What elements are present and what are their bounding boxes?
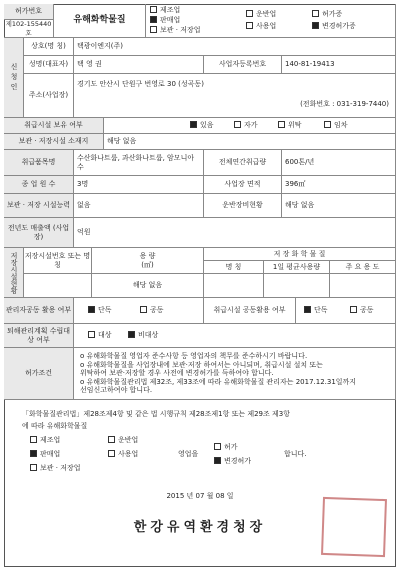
name-label: 상호(명 칭) (24, 38, 74, 56)
type-label: 보관 · 저장업 (160, 26, 201, 34)
condition-item: o 유해화학물질관리법 제32조, 제33조에 따라 유해화학물질 관리자는 2017.12.31일까지 (80, 378, 357, 386)
joint-option-shared[interactable] (140, 306, 164, 315)
checkbox-icon (234, 121, 241, 128)
option-label: 자가 (244, 121, 258, 129)
facility-share-options (296, 298, 396, 324)
checkbox-icon (30, 436, 37, 443)
rep-label: 성명(대표자) (24, 56, 74, 74)
checkbox-checked-icon (312, 22, 319, 29)
table-cell (204, 274, 264, 298)
checkbox-icon (140, 306, 147, 313)
option-label: 있음 (200, 121, 214, 129)
issuer-name: 한강유역환경청장 (133, 520, 267, 535)
col-substance: 저 장 화 학 물 질 (204, 248, 396, 261)
transport-value: 해당 없음 (282, 194, 396, 218)
addr-cell (74, 74, 396, 118)
area-value: 396㎡ (282, 176, 396, 194)
product-label: 취급품목명 (4, 150, 74, 176)
option-label: 공동 (360, 306, 374, 314)
doc-title: 유해화학물질 (54, 4, 146, 38)
type-label: 제조업 (160, 6, 181, 14)
col-facility: 저장시설번호 또는 명칭 (24, 248, 92, 274)
condition-item: o 유해화학물질을 사업장내에 보관·저장 하여서는 아니되며, 취급시설 설치 또는 (80, 361, 323, 369)
table-cell (264, 274, 330, 298)
facility-share-label: 취급시설 공동활용 여부 (204, 298, 296, 324)
permit-no-label: 허가번호 (4, 4, 54, 20)
conditions-list (74, 348, 396, 400)
facility-label: 취급시설 보유 여부 (4, 118, 104, 134)
type-label: 판매업 (160, 16, 181, 24)
type-storage[interactable] (150, 26, 201, 35)
condition-item: 위탁하여 보관·저장할 경우 사전에 변경허가를 득하여야 합니다. (80, 369, 274, 377)
storage-table-label: 저장시설현황 (4, 248, 24, 298)
checkbox-checked-icon (150, 16, 157, 23)
capacity-value: 없음 (74, 194, 204, 218)
checkbox-icon (30, 464, 37, 471)
address: 경기도 안산시 단원구 번영로 30 (성곡동) (77, 80, 204, 88)
facility-option-consign[interactable] (278, 121, 302, 130)
col-capacity-unit: (㎥) (141, 260, 154, 269)
footer-option-manufacture[interactable] (30, 436, 60, 445)
footer-option-use[interactable] (108, 450, 138, 459)
type-manufacture[interactable] (150, 6, 180, 15)
option-label: 제조업 (40, 436, 61, 444)
type-sales[interactable] (150, 16, 180, 25)
storage-location-label: 보관 · 저장시설 소재지 (4, 134, 104, 150)
facility-option-self[interactable] (234, 121, 258, 130)
area-label: 사업장 면적 (204, 176, 282, 194)
law-line-1: 「화학물질관리법」제28조제4항 및 같은 법 시행규칙 제28조제1항 또는 제29조 제3항 (22, 410, 290, 418)
joint-mgmt-label: 관리자공동 활용 여부 (4, 298, 74, 324)
annual-amount: 600톤/년 (282, 150, 396, 176)
facility-option-lease[interactable] (324, 121, 348, 130)
staff-label: 종 업 원 수 (4, 176, 74, 194)
footer-option-permit[interactable] (214, 443, 238, 452)
checkbox-checked-icon (128, 331, 135, 338)
type-transport[interactable] (246, 10, 276, 19)
option-label: 대상 (98, 331, 112, 339)
condition-item: o 유해화학물질 영업자 준수사항 등 영업자의 책무를 준수하시기 바랍니다. (80, 352, 308, 360)
joint-option-single[interactable] (88, 306, 112, 315)
type-label: 사용업 (256, 22, 277, 30)
option-label: 허가 (224, 443, 238, 451)
checkbox-checked-icon (304, 306, 311, 313)
col-capacity (92, 248, 204, 274)
company-name: 택광이엔지(주) (74, 38, 396, 56)
condition-item: 선임신고하여야 합니다. (80, 386, 153, 394)
table-cell (330, 274, 396, 298)
applicant-section-label: 신청인 (4, 38, 24, 118)
option-label: 운반업 (118, 436, 139, 444)
checkbox-checked-icon (30, 450, 37, 457)
checkbox-checked-icon (214, 457, 221, 464)
storage-table-value: 해당 없음 (92, 274, 204, 298)
checkbox-icon (214, 443, 221, 450)
checkbox-icon (108, 436, 115, 443)
plan-options (74, 324, 396, 348)
option-label: 단독 (314, 306, 328, 314)
checkbox-icon (246, 10, 253, 17)
plan-label: 퇴해관리계획 수립대상 여부 (4, 324, 74, 348)
checkbox-icon (278, 121, 285, 128)
sales-label: 전년도 매출액 (사업장) (4, 218, 74, 248)
footer-option-transport[interactable] (108, 436, 138, 445)
option-label: 위탁 (288, 121, 302, 129)
checkbox-icon (150, 26, 157, 33)
footer-option-change-permit[interactable] (214, 457, 251, 466)
phone: (전화번호 : 031-319-7440) (300, 100, 389, 108)
plan-option-target[interactable] (88, 331, 112, 340)
transport-label: 운반장비현황 (204, 194, 282, 218)
business-word: 영업을 (178, 450, 199, 458)
type-label: 변경허가증 (322, 22, 356, 30)
option-label: 보관 · 저장업 (40, 464, 81, 472)
facility-share-shared[interactable] (350, 306, 374, 315)
col-sub-avg: 1일 평균사용량 (264, 261, 330, 274)
permit-no: 제102-155440호 (4, 20, 54, 38)
checkbox-icon (312, 10, 319, 17)
facility-option-owned[interactable] (190, 121, 214, 130)
bizno-label: 사업자등록번호 (204, 56, 282, 74)
col-capacity-label: 용 량 (139, 251, 156, 260)
bizno: 140-81-19413 (282, 56, 396, 74)
type-label: 운반업 (256, 10, 277, 18)
type-permit[interactable] (312, 10, 342, 19)
joint-mgmt-options (74, 298, 204, 324)
checkbox-icon (350, 306, 357, 313)
rep-name: 택 영 권 (74, 56, 204, 74)
law-line-2: 에 따라 유해화학물질 (22, 422, 88, 430)
closing-word: 합니다. (284, 450, 307, 458)
annual-label: 전체연간취급량 (204, 150, 282, 176)
facility-options (104, 118, 396, 134)
option-label: 임차 (334, 121, 348, 129)
table-row (24, 274, 92, 298)
plan-option-nontarget[interactable] (128, 331, 158, 340)
storage-location: 해당 없음 (104, 134, 396, 150)
footer-option-sales[interactable] (30, 450, 60, 459)
addr-label: 주소(사업장) (24, 74, 74, 118)
checkbox-icon (108, 450, 115, 457)
option-label: 공동 (150, 306, 164, 314)
issue-date: 2015 년 07 월 08 일 (166, 492, 234, 500)
checkbox-icon (150, 6, 157, 13)
option-label: 사용업 (118, 450, 139, 458)
checkbox-icon (88, 331, 95, 338)
product-list: 수산화나트륨, 과산화나트륨, 암모니아수 (74, 150, 204, 176)
checkbox-icon (246, 22, 253, 29)
capacity-label: 보관 · 저장 시설능력 (4, 194, 74, 218)
option-label: 판매업 (40, 450, 61, 458)
official-seal-stamp (321, 497, 387, 557)
col-sub-name: 명 칭 (204, 261, 264, 274)
checkbox-checked-icon (190, 121, 197, 128)
option-label: 변경허가 (224, 457, 252, 465)
footer-option-storage[interactable] (30, 464, 81, 473)
type-label: 허가증 (322, 10, 343, 18)
facility-share-single[interactable] (304, 306, 328, 315)
option-label: 단독 (98, 306, 112, 314)
type-use[interactable] (246, 22, 276, 31)
checkbox-checked-icon (88, 306, 95, 313)
sales-value: 억원 (74, 218, 396, 248)
col-sub-use: 주 요 용 도 (330, 261, 396, 274)
checkbox-icon (324, 121, 331, 128)
type-change-permit[interactable] (312, 22, 356, 31)
staff-count: 3명 (74, 176, 204, 194)
option-label: 비대상 (138, 331, 159, 339)
conditions-label: 허가조건 (4, 348, 74, 400)
